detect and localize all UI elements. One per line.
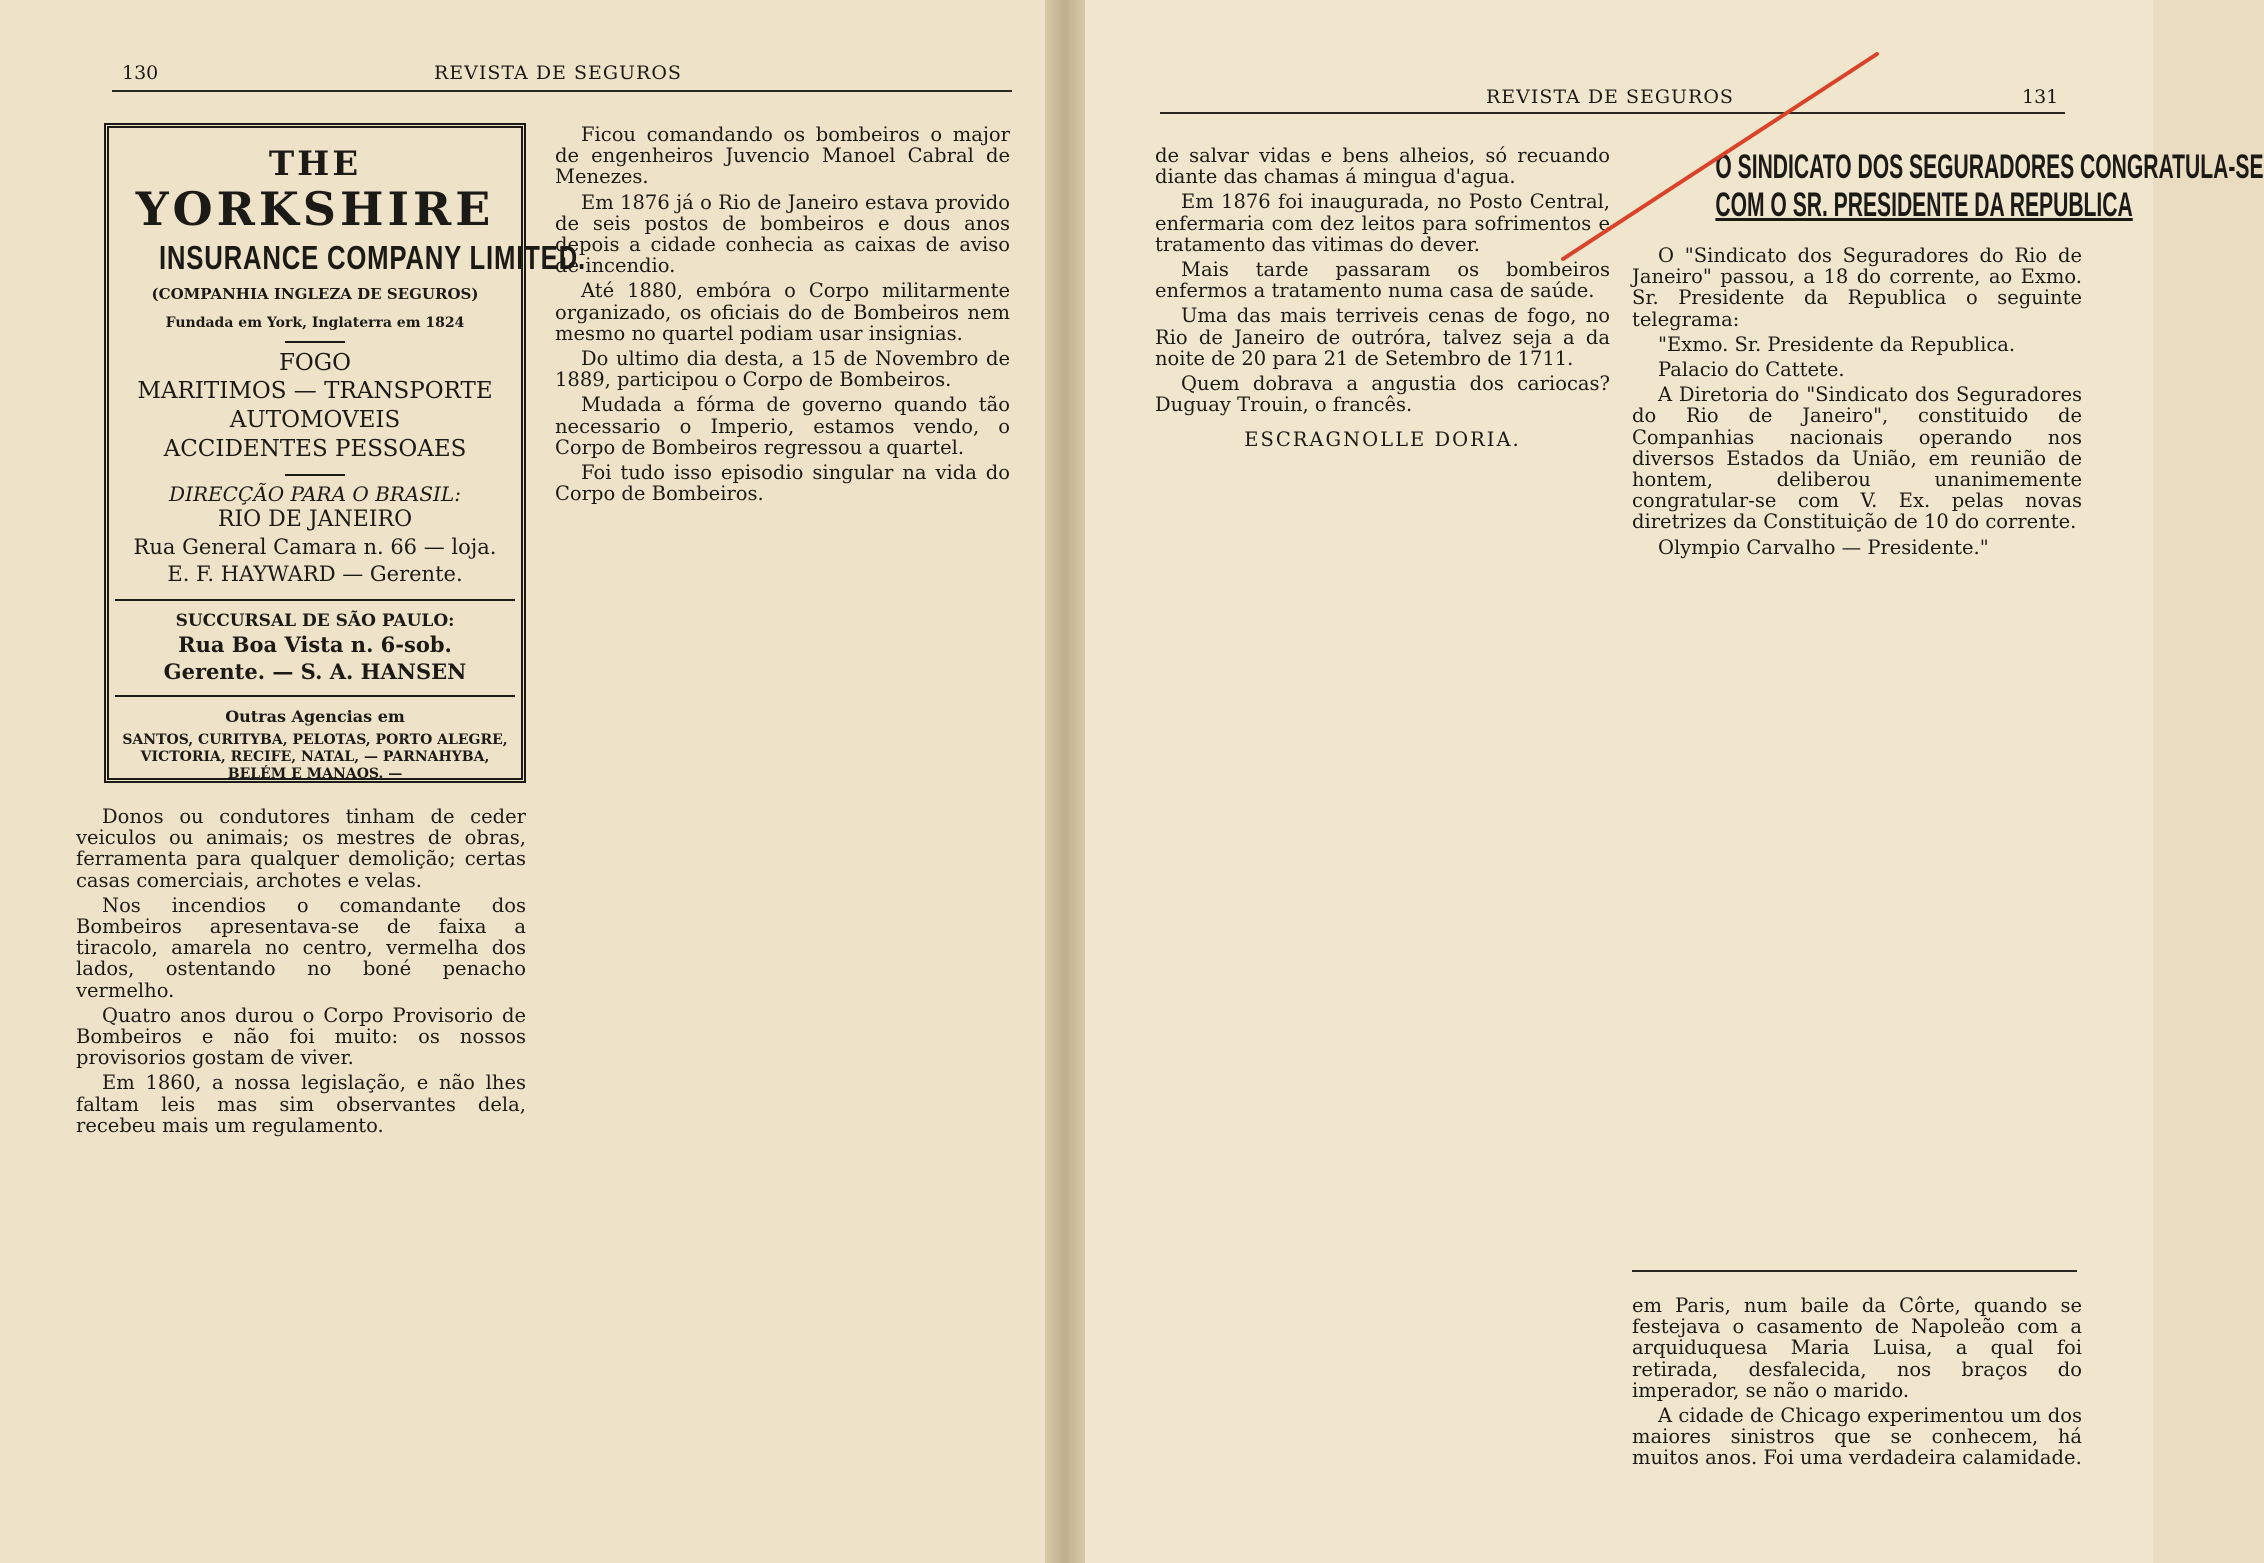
ad-direction-label: DIRECÇÃO PARA O BRASIL: — [169, 481, 461, 506]
ad-divider — [115, 695, 515, 697]
right-page-number: 131 — [2022, 86, 2059, 108]
paragraph: Donos ou condutores tinham de ceder veiculos ou animais; os mestres de obras, ferramenta para qualquer demolição; certas casas comerciais, archotes e velas. — [76, 805, 526, 892]
page-gutter — [1045, 0, 1085, 1563]
ad-agencies: SANTOS, CURITYBA, PELOTAS, PORTO ALEGRE, VICTORIA, RECIFE, NATAL, — PARNAHYBA, BELÉM E MANAOS. — — [122, 732, 508, 782]
ad-branch-address: Rua Boa Vista n. 6-sob. — [178, 631, 452, 657]
paragraph: Mudada a fórma de governo quando tão necessario o Imperio, estamos vendo, o Corpo de Bombeiros regressou a quartel. — [555, 393, 1010, 459]
left-page-number: 130 — [122, 62, 159, 84]
ad-line-2: MARITIMOS — TRANSPORTE — [137, 378, 493, 405]
right-column-3 — [1632, 1295, 2082, 1525]
paragraph: Olympio Carvalho — Presidente." — [1658, 535, 1989, 559]
ad-founded: Fundada em York, Inglaterra em 1824 — [165, 314, 465, 331]
ad-company-name: YORKSHIRE — [135, 182, 495, 236]
paragraph: Uma das mais terriveis cenas de fogo, no Rio de Janeiro de outróra, talvez seja a da noite de 20 para 21 de Setembro de 1711. — [1155, 304, 1610, 370]
paragraph: Palacio do Cattete. — [1658, 358, 1845, 382]
yorkshire-advertisement — [104, 123, 586, 783]
paragraph: "Exmo. Sr. Presidente da Republica. — [1658, 332, 2016, 356]
paragraph: A Diretoria do "Sindicato dos Seguradores do Rio de Janeiro", constituido de Companhias nacionais operando nos diversos Estados da União, em reunião de hontem, deliberou unanimemente congratular-se com V. Ex. pelas novas diretrizes da Constituição de 10 do corrente. — [1632, 383, 2082, 534]
left-head-rule — [112, 90, 1012, 92]
article-signature: ESCRAGNOLLE DORIA. — [1244, 428, 1521, 452]
paragraph: A cidade de Chicago experimentou um dos maiores sinistros que se conhecem, há muitos anos. Foi uma verdadeira calamidade. — [1632, 1404, 2082, 1470]
right-column-1 — [1155, 145, 1610, 1485]
headline-line-1: O SINDICATO DOS SEGURADORES CONGRATULA-SE — [1715, 148, 2264, 186]
paragraph: Em 1876 já o Rio de Janeiro estava provido de seis postos de bombeiros e dous anos depois a cidade conhecia as caixas de aviso de incendio. — [555, 190, 1010, 278]
paragraph: de salvar vidas e bens alheios, só recuando diante das chamas á mingua d'agua. — [1155, 144, 1610, 189]
paragraph: Foi tudo isso episodio singular na vida do Corpo de Bombeiros. — [555, 461, 1010, 506]
ad-branch-manager: Gerente. — S. A. HANSEN — [163, 659, 467, 685]
ad-city: RIO DE JANEIRO — [217, 506, 413, 532]
left-column-1 — [76, 806, 526, 1446]
ad-subtitle: (COMPANHIA INGLEZA DE SEGUROS) — [151, 284, 479, 303]
ad-divider — [285, 341, 345, 343]
ad-line-4: ACCIDENTES PESSOAES — [163, 435, 467, 462]
ad-insurance-line: INSURANCE COMPANY LIMITED. — [159, 238, 586, 276]
paragraph: O "Sindicato dos Seguradores do Rio de Janeiro" passou, a 18 do corrente, ao Exmo. Sr. Presidente da Republica o seguinte telegrama: — [1632, 244, 2082, 331]
ad-divider — [115, 599, 515, 601]
paragraph: Quem dobrava a angustia dos cariocas? Duguay Trouin, o francês. — [1155, 372, 1610, 417]
right-column-2 — [1632, 245, 2082, 1245]
ad-line-3: AUTOMOVEIS — [229, 407, 401, 434]
paragraph: Mais tarde passaram os bombeiros enfermos a tratamento numa casa de saúde. — [1155, 258, 1610, 303]
paragraph: Nos incendios o comandante dos Bombeiros apresentava-se de faixa a tiracolo, amarela no centro, vermelha dos lados, ostentando no boné penacho vermelho. — [76, 893, 526, 1002]
headline-line-2: COM O SR. PRESIDENTE DA REPUBLICA — [1715, 186, 2133, 224]
paragraph: Do ultimo dia desta, a 15 de Novembro de 1889, participou o Corpo de Bombeiros. — [555, 347, 1010, 392]
paragraph: Em 1876 foi inaugurada, no Posto Central, enfermaria com dez leitos para sofrimentos e tratamento das vitimas do dever. — [1155, 190, 1610, 256]
ad-address: Rua General Camara n. 66 — loja. — [133, 535, 497, 560]
right-running-head: REVISTA DE SEGUROS — [1486, 86, 1734, 108]
paragraph: Ficou comandando os bombeiros o major de engenheiros Juvencio Manoel Cabral de Menezes. — [555, 123, 1010, 189]
ad-line-1: FOGO — [278, 349, 352, 376]
paragraph: em Paris, num baile da Côrte, quando se festejava o casamento de Napoleão com a arquiduquesa Maria Luisa, a qual foi retirada, desfalecida, nos braços do imperador, se não o marido. — [1632, 1294, 2082, 1402]
paragraph: Até 1880, embóra o Corpo militarmente organizado, os oficiais do de Bombeiros nem mesmo no quartel podiam usar insignias. — [555, 279, 1010, 345]
ad-divider — [285, 474, 345, 476]
paragraph: Em 1860, a nossa legislação, e não lhes faltam leis mas sim observantes dela, recebeu mais um regulamento. — [76, 1071, 526, 1137]
ad-agencies-label: Outras Agencias em — [225, 707, 405, 727]
ad-the: THE — [268, 144, 362, 184]
left-column-2 — [555, 124, 1010, 1464]
paragraph: Quatro anos durou o Corpo Provisorio de Bombeiros e não foi muito: os nossos provisorios gostam de viver. — [76, 1003, 526, 1070]
ad-branch-label: SUCCURSAL DE SÃO PAULO: — [175, 610, 455, 631]
column-divider — [1632, 1270, 2077, 1272]
left-running-head: REVISTA DE SEGUROS — [434, 62, 682, 84]
red-pen-mark — [1555, 44, 1885, 274]
ad-manager: E. F. HAYWARD — Gerente. — [167, 562, 463, 587]
